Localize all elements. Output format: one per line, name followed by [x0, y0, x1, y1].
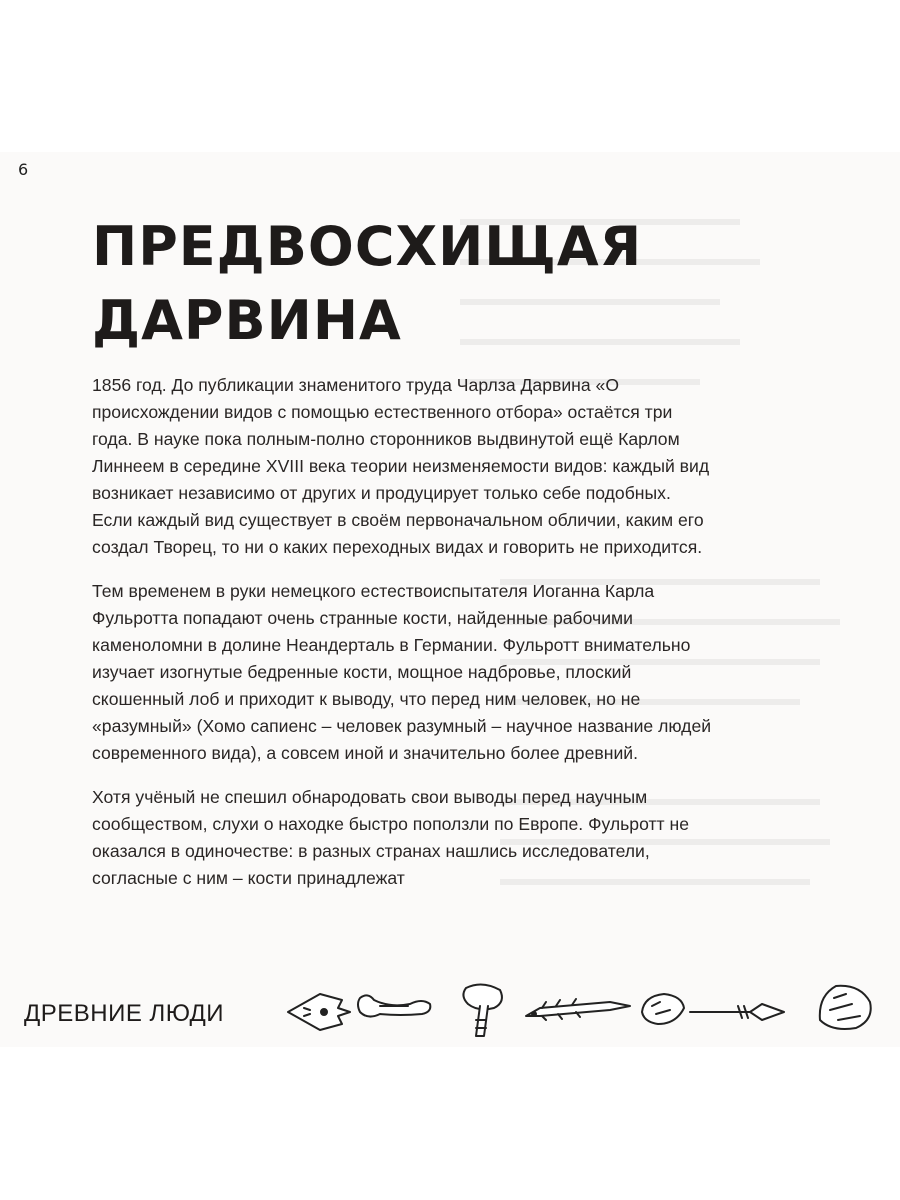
body-text	[92, 372, 712, 909]
paragraph-1: 1856 год. До публикации знаменитого труда Чарлза Дарвина «О происхождении видов с помощью естественного отбора» остаётся три года. В науке пока полным-полно сторонников выдвинутой ещё Карлом Линнеем в середине XVIII века теории неизменяемости видов: каждый вид возникает независимо от других и продуцирует только себе подобных. Если каждый вид существует в своём первоначальном обличии, каким его создал Творец, то ни о каких переходных видах и говорить не приходится.	[92, 375, 710, 557]
page-title	[92, 210, 643, 358]
book-page	[0, 152, 900, 1047]
paragraph-3: Хотя учёный не спешил обнародовать свои выводы перед научным сообществом, слухи о находке быстро поползли по Европе. Фульротт не оказался в одиночестве: в разных странах нашлись исследователи, согласные с ним – кости принадлежат	[92, 787, 689, 888]
spear-icon	[526, 999, 630, 1020]
section-footer-label: ДРЕВНИЕ ЛЮДИ	[24, 1000, 224, 1027]
arrow-icon	[690, 1004, 784, 1020]
artifacts-illustration-strip	[280, 972, 890, 1042]
stone-hammer-icon	[463, 984, 502, 1036]
arrowhead-icon	[288, 994, 350, 1030]
bone-icon	[358, 995, 430, 1016]
page-number: 6	[18, 160, 29, 179]
rock-icon	[820, 986, 871, 1029]
title-line-1: ПРЕДВОСХИЩАЯ	[92, 215, 643, 278]
title-line-2: ДАРВИНА	[92, 289, 402, 352]
paragraph-2: Тем временем в руки немецкого естествоиспытателя Иоганна Карла Фульротта попадают очень странные кости, найденные рабочими каменоломни в долине Неандерталь в Германии. Фульротт внимательно изучает изогнутые бедренные кости, мощное надбровье, плоский скошенный лоб и приходит к выводу, что перед ним человек, но не «разумный» (Хомо сапиенс – человек разумный – научное название людей современного вида), а совсем иной и значительно более древний.	[92, 581, 712, 763]
flint-stone-icon	[642, 994, 684, 1024]
